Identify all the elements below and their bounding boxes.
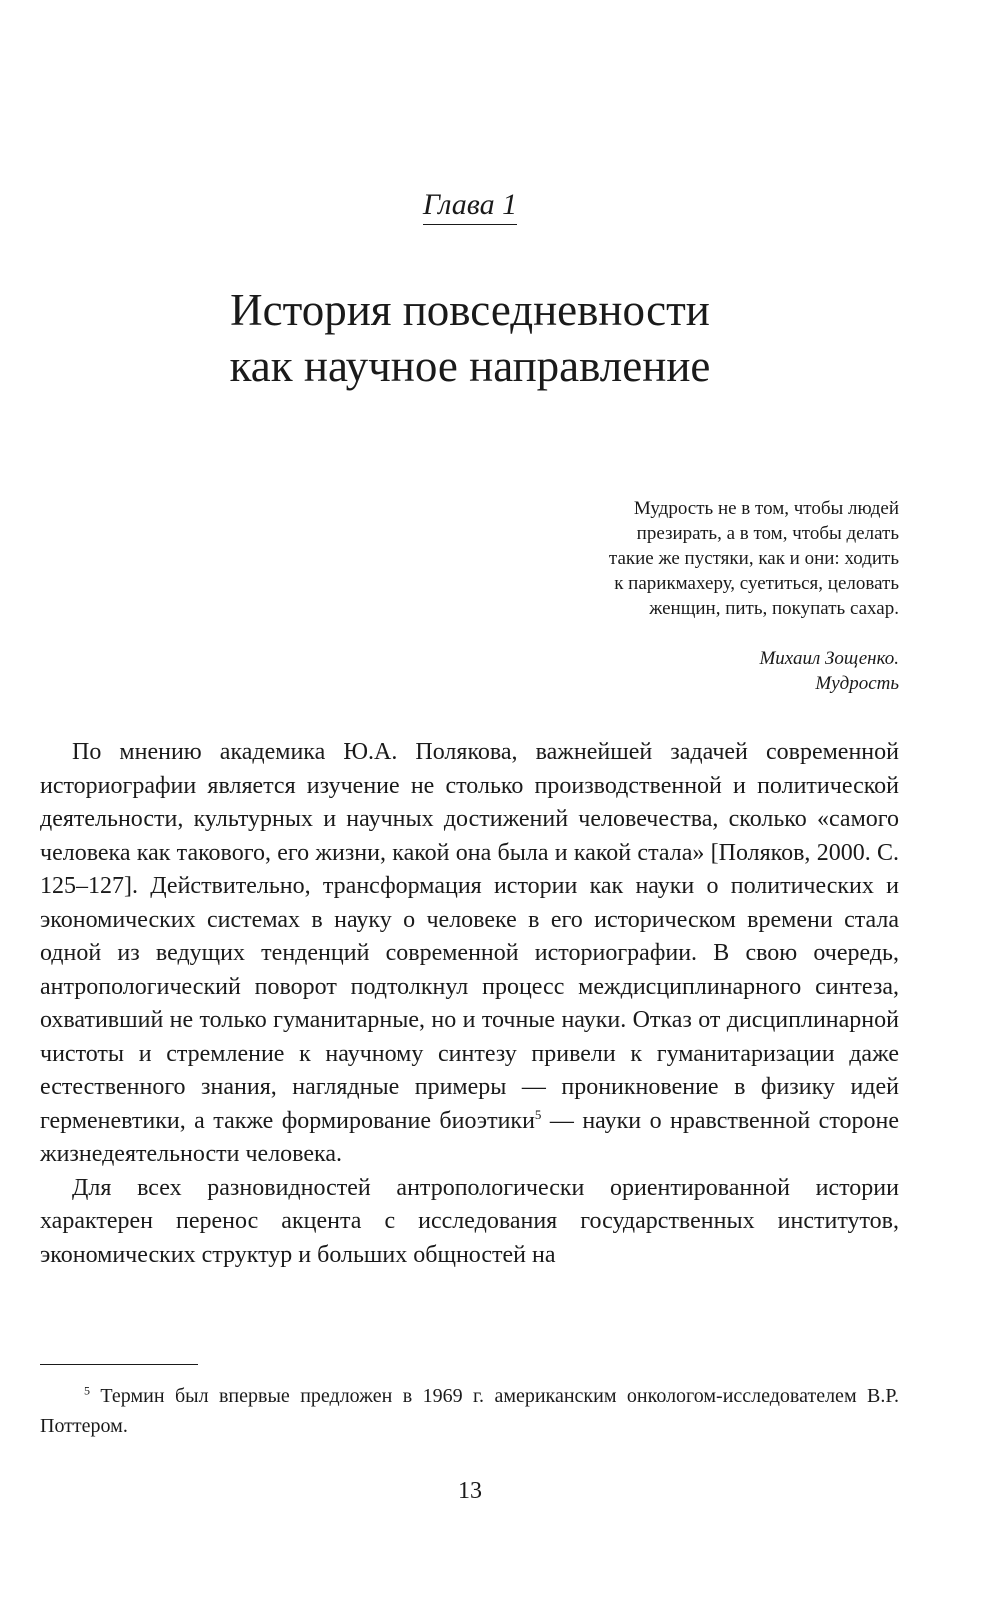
- epigraph-author: Михаил Зощенко.: [759, 648, 899, 669]
- paragraph-2-text: Для всех разновидностей антропологически ориентированной истории характерен перенос акцента с исследования государственных институтов, экономических структур и больших общностей на: [40, 1174, 899, 1268]
- footnote-reference[interactable]: 5: [534, 1106, 542, 1122]
- epigraph-line: Мудрость не в том, чтобы людей: [633, 498, 899, 519]
- epigraph-line: презирать, а в том, чтобы делать: [636, 523, 899, 544]
- epigraph-attribution: [499, 646, 899, 696]
- paragraph-1-text: По мнению академика Ю.А. Полякова, важнейшей задачей современной историографии является изучение не столько производственной и политической деятельности, культурных и научных достижений человечества, сколько «самого человека как такового, его жизни, какой она была и какой стала» [Поляков, 2000. С. 125–127]. Действительно, трансформация истории как науки о политических и экономических системах в науку о человеке в его историческом времени стала одной из ведущих тенденций современной историографии. В свою очередь, антропологический поворот подтолкнул процесс междисциплинарного синтеза, охвативший не только гуманитарные, но и точные науки. Отказ от дисциплинарной чистоты и стремление к научному синтезу привели к гуманитаризации даже естественного знания, наглядные примеры — проникновение в физику идей герменевтики, а также формирование биоэтики: [40, 739, 899, 1134]
- footnote-number: 5: [84, 1383, 90, 1398]
- footnote: [40, 1381, 899, 1441]
- epigraph-line: женщин, пить, покупать сахар.: [649, 598, 899, 619]
- page-number: 13: [458, 1478, 482, 1504]
- main-text: [40, 736, 899, 1272]
- chapter-label-text: Глава 1: [423, 188, 517, 225]
- paragraph-1: [40, 736, 899, 1172]
- epigraph-line: такие же пустяки, как и они: ходить: [608, 548, 899, 569]
- chapter-title-line-1: История повседневности: [230, 285, 710, 335]
- epigraph-work: Мудрость: [815, 673, 899, 694]
- paragraph-1-ending: — науки о нравственной стороне жизнедеятельности человека.: [40, 1107, 899, 1167]
- epigraph: [499, 496, 899, 621]
- footnote-text: Термин был впервые предложен в 1969 г. американским онкологом-исследователем В.Р. Поттером.: [40, 1385, 899, 1437]
- chapter-title-line-2: как научное направление: [229, 341, 711, 391]
- footnote-divider: [40, 1364, 198, 1365]
- paragraph-2: [40, 1172, 899, 1273]
- chapter-label: [0, 188, 940, 225]
- chapter-title: [0, 282, 940, 394]
- epigraph-line: к парикмахеру, суетиться, целовать: [614, 573, 899, 594]
